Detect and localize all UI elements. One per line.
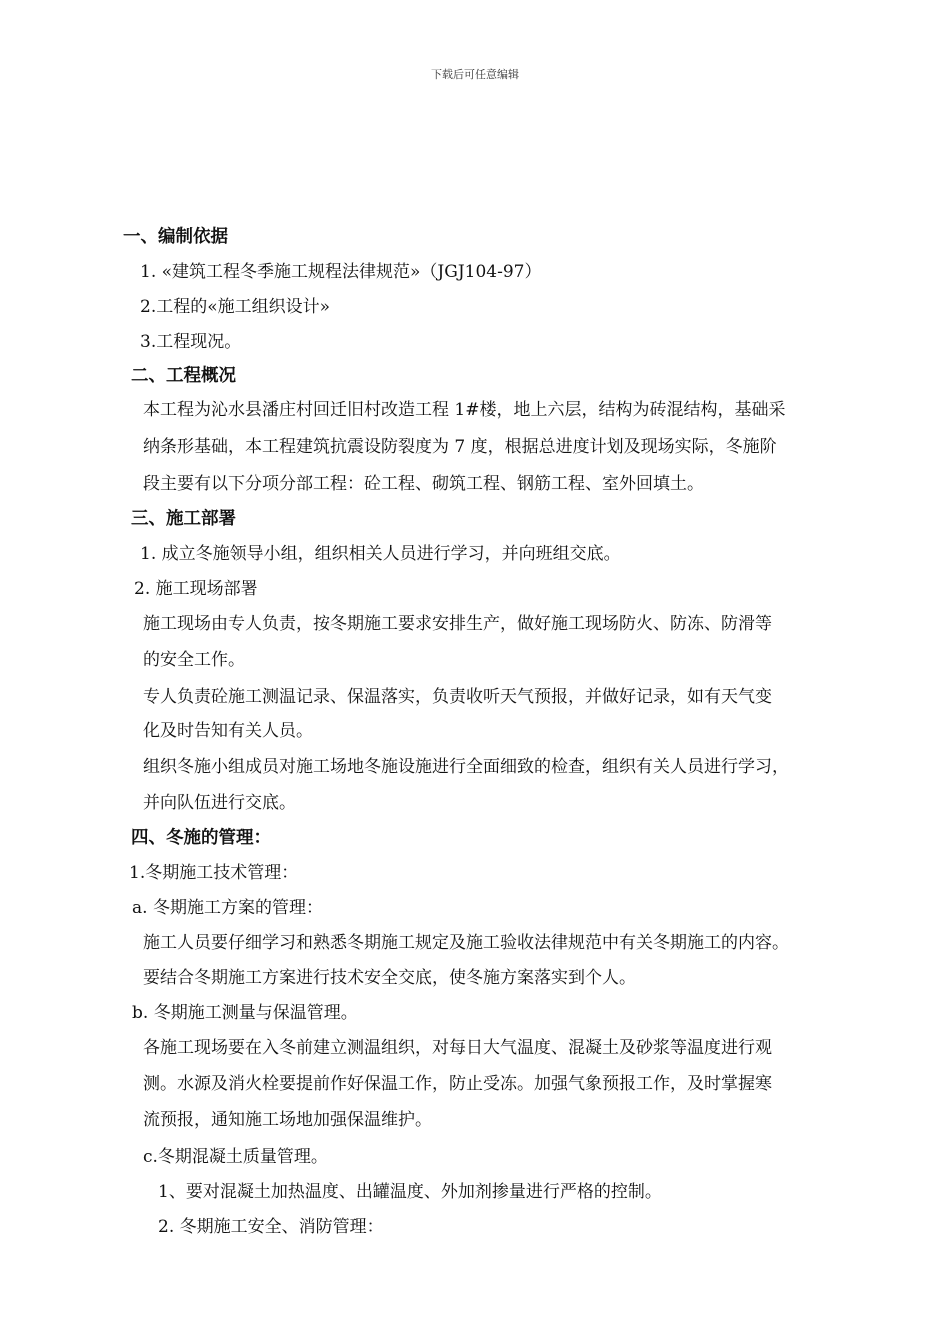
deployment-item-2: 2. 施工现场部署 (134, 579, 258, 599)
management-c-item-1: 1、要对混凝土加热温度、出罐温度、外加剂掺量进行严格的控制。 (158, 1182, 662, 1202)
management-sub-1: 1.冬期施工技术管理： (129, 863, 299, 883)
section-heading-1: 一、编制依据 (123, 227, 228, 247)
management-b-line-3: 流预报，通知施工场地加强保温维护。 (143, 1110, 432, 1130)
deployment-para-2-line-2: 化及时告知有关人员。 (143, 721, 313, 741)
deployment-para-2-line-1: 专人负责砼施工测温记录、保温落实，负责收听天气预报，并做好记录，如有天气变 (143, 687, 772, 707)
management-b-line-1: 各施工现场要在入冬前建立测温组织，对每日大气温度、混凝土及砂浆等温度进行观 (143, 1038, 772, 1058)
management-b-title: b. 冬期施工测量与保温管理。 (132, 1003, 358, 1023)
section-heading-2: 二、工程概况 (131, 366, 236, 386)
deployment-para-1-line-2: 的安全工作。 (143, 650, 245, 670)
management-a-line-1: 施工人员要仔细学习和熟悉冬期施工规定及施工验收法律规范中有关冬期施工的内容。 (143, 933, 789, 953)
deployment-para-3-line-1: 组织冬施小组成员对施工场地冬施设施进行全面细致的检查，组织有关人员进行学习， (143, 757, 789, 777)
management-sub-2: 2. 冬期施工安全、消防管理： (158, 1217, 384, 1237)
deployment-para-3-line-2: 并向队伍进行交底。 (143, 793, 296, 813)
deployment-item-1: 1. 成立冬施领导小组，组织相关人员进行学习，并向班组交底。 (140, 544, 621, 564)
overview-line-2: 纳条形基础，本工程建筑抗震设防裂度为 7 度，根据总进度计划及现场实际，冬施阶 (143, 437, 777, 457)
management-a-title: a. 冬期施工方案的管理： (132, 898, 323, 918)
basis-item-2: 2.工程的«施工组织设计» (140, 297, 331, 317)
basis-item-3: 3.工程现况。 (140, 332, 242, 352)
basis-item-1: 1. «建筑工程冬季施工规程法律规范»（JGJ104-97） (140, 262, 542, 282)
overview-line-3: 段主要有以下分项分部工程：砼工程、砌筑工程、钢筋工程、室外回填土。 (143, 474, 704, 494)
management-b-line-2: 测。水源及消火栓要提前作好保温工作，防止受冻。加强气象预报工作，及时掌握寒 (143, 1074, 772, 1094)
section-heading-4: 四、冬施的管理： (131, 828, 271, 848)
deployment-para-1-line-1: 施工现场由专人负责，按冬期施工要求安排生产，做好施工现场防火、防冻、防滑等 (143, 614, 772, 634)
management-c-title: c.冬期混凝土质量管理。 (143, 1147, 328, 1167)
section-heading-3: 三、施工部署 (131, 509, 236, 529)
management-a-line-2: 要结合冬期施工方案进行技术安全交底，使冬施方案落实到个人。 (143, 968, 636, 988)
overview-line-1: 本工程为沁水县潘庄村回迁旧村改造工程 1#楼，地上六层，结构为砖混结构，基础采 (143, 400, 786, 420)
page-header: 下载后可任意编辑 (431, 68, 519, 81)
